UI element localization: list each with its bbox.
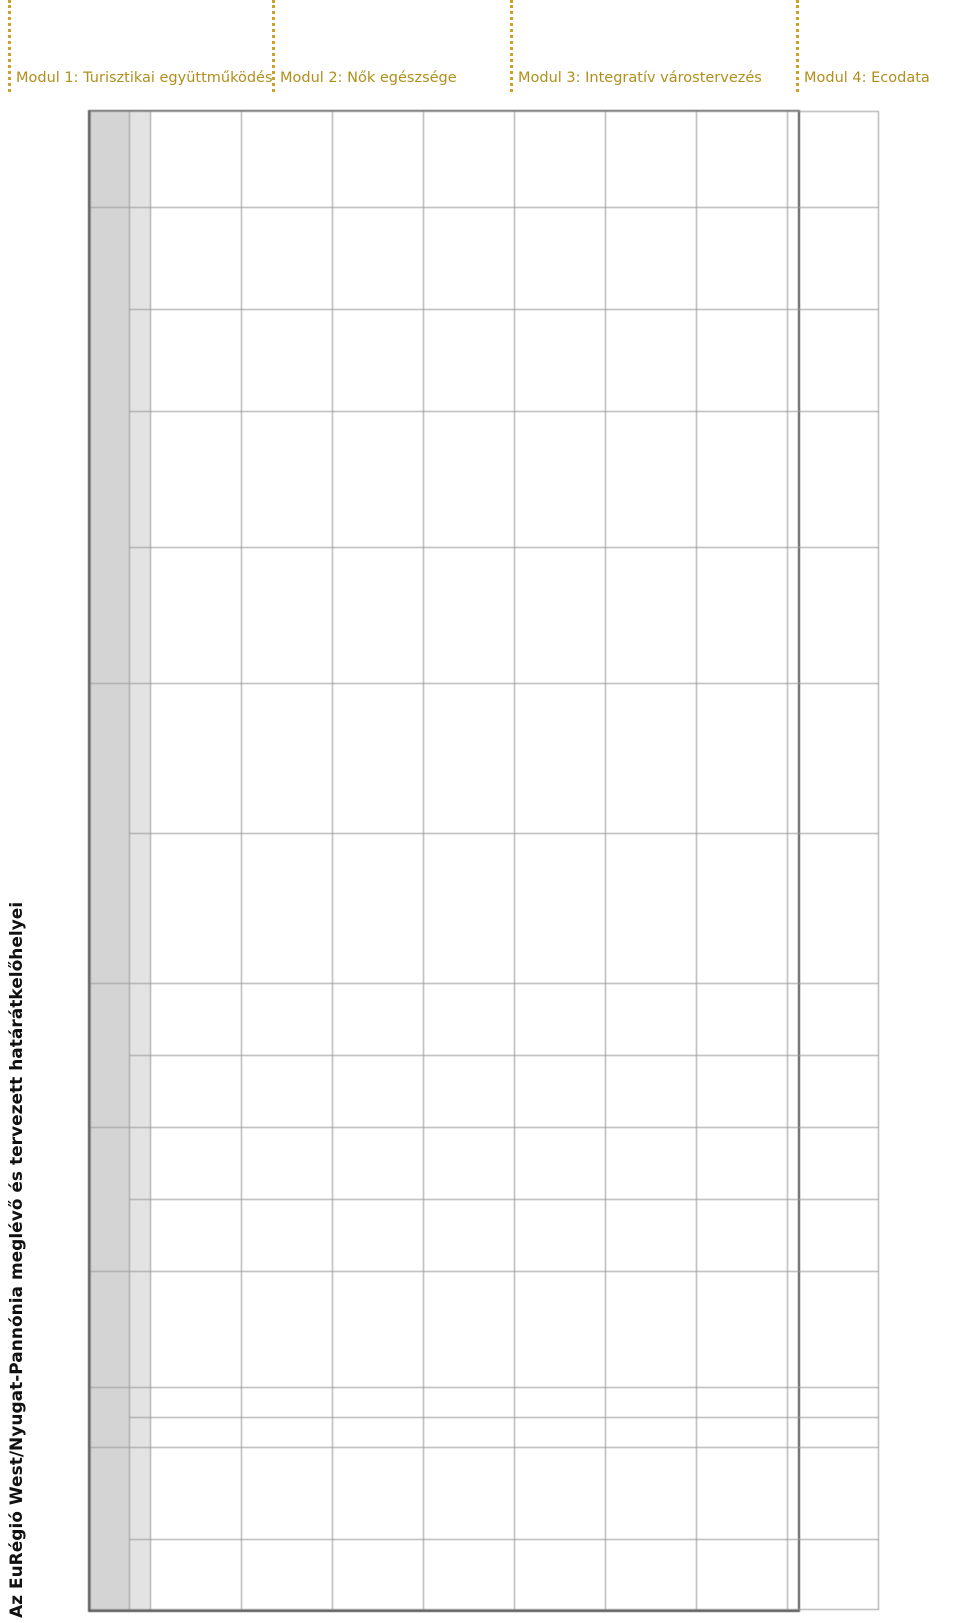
table-cell [515,1056,606,1128]
table-cell [242,1128,333,1200]
table-cell [515,1272,606,1388]
table-cell [697,834,788,984]
table-cell [515,1200,606,1272]
crossing-location-hu [606,1448,697,1540]
table-cell [333,1418,424,1448]
table-cell [788,834,879,984]
table-cell [697,1418,788,1448]
crossing-location-at [515,1540,606,1610]
table-cell [606,1272,697,1388]
table-cell [242,1388,333,1418]
table-cell [333,1128,424,1200]
sub-header-cell [130,310,151,412]
table-cell [424,1200,515,1272]
crossing-location-hu [788,1448,879,1540]
table-cell [151,1128,242,1200]
table-cell [242,208,333,310]
sub-header-cell [130,1418,151,1448]
table-cell [333,1272,424,1388]
table-cell [606,1128,697,1200]
table-cell [606,310,697,412]
table-cell [606,1418,697,1448]
table-cell [697,208,788,310]
crossing-location-hu [697,1448,788,1540]
table-cell [697,984,788,1056]
sub-header-cell [130,112,151,208]
crossing-location-at [242,1540,333,1610]
table-cell [424,208,515,310]
table-row [697,112,788,1610]
table-cell [242,412,333,548]
crossing-location-hu [151,1448,242,1540]
header-cell [91,208,130,684]
table-cell [242,548,333,684]
sub-header-cell [130,208,151,310]
table-cell [242,1056,333,1128]
crossing-location-hu [515,1448,606,1540]
nav-divider [272,0,275,92]
table-cell [333,984,424,1056]
table-body [151,112,879,1610]
crossing-location-hu [242,1448,333,1540]
table-cell [151,208,242,310]
table-cell [242,310,333,412]
sub-header-cell [130,1056,151,1128]
table-row [333,112,424,1610]
border-crossings-table [88,110,800,1612]
table-cell [333,1200,424,1272]
table-cell [242,984,333,1056]
table-row [424,112,515,1610]
table-cell [515,1418,606,1448]
nav-item-modul-2[interactable]: Modul 2: Nők egészsége [280,70,457,86]
table-cell [515,984,606,1056]
table-cell [424,1418,515,1448]
table-cell [242,112,333,208]
table-cell [606,412,697,548]
nav-item-modul-3[interactable]: Modul 3: Integratív várostervezés [518,70,762,86]
sub-header-cell [130,412,151,548]
table-cell [242,834,333,984]
crossing-location-hu [333,1448,424,1540]
table-cell [424,112,515,208]
sub-header-cell [130,1448,151,1540]
table-row [788,112,879,1610]
table-cell [606,834,697,984]
table-cell [333,310,424,412]
table-cell [333,548,424,684]
table-cell [606,548,697,684]
table-row [242,112,333,1610]
sub-header-cell [130,984,151,1056]
table-cell [151,310,242,412]
table-cell [697,684,788,834]
table-cell [424,834,515,984]
table-cell [606,1200,697,1272]
table-cell [788,1200,879,1272]
table-row [151,112,242,1610]
table-cell [515,684,606,834]
table-cell [697,112,788,208]
table [90,111,879,1610]
table-cell [606,112,697,208]
table-cell [515,310,606,412]
header-cell [91,684,130,984]
table-cell [333,1388,424,1418]
table-cell [424,310,515,412]
nav-divider [510,0,513,92]
table-cell [788,1128,879,1200]
sub-header-cell [130,1388,151,1418]
table-cell [333,208,424,310]
crossing-location-at [697,1540,788,1610]
table-row [606,112,697,1610]
nav-item-modul-1[interactable]: Modul 1: Turisztikai együttműködés [16,70,273,86]
table-cell [788,1388,879,1418]
table-cell [697,1056,788,1128]
table-cell [606,1056,697,1128]
header-cell [91,1388,130,1448]
table-cell [424,412,515,548]
table-cell [151,412,242,548]
sub-header-cell [130,1200,151,1272]
table-cell [697,1272,788,1388]
table-cell [424,1272,515,1388]
table-cell [333,1056,424,1128]
table-cell [788,1056,879,1128]
table-cell [515,112,606,208]
table-group-header-row [91,112,130,1610]
table-cell [697,412,788,548]
table-cell [606,208,697,310]
sub-header-cell [130,1128,151,1200]
header-cell [91,984,130,1128]
table-cell [788,412,879,548]
table-cell [424,548,515,684]
table-cell [242,684,333,834]
table-cell [424,1128,515,1200]
table-cell [151,1272,242,1388]
table-cell [515,412,606,548]
table-cell [151,1418,242,1448]
table-cell [424,1056,515,1128]
header-cell [91,1448,130,1610]
table-cell [606,984,697,1056]
table-cell [242,1418,333,1448]
table-cell [424,984,515,1056]
header-cell [91,112,130,208]
table-cell [788,1272,879,1388]
table-cell [788,208,879,310]
table-row [515,112,606,1610]
sub-header-cell [130,834,151,984]
sub-header-cell [130,684,151,834]
table-cell [333,684,424,834]
table-cell [424,684,515,834]
crossing-location-hu [424,1448,515,1540]
table-cell [333,834,424,984]
table-cell [333,112,424,208]
table-cell [515,1388,606,1418]
table-cell [788,684,879,834]
table-cell [242,1200,333,1272]
table-cell [242,1272,333,1388]
table-cell [788,310,879,412]
table-cell [515,208,606,310]
table-cell [697,310,788,412]
table-cell [697,548,788,684]
table-cell [151,1056,242,1128]
table-cell [788,112,879,208]
page-title: Az EuRégió West/Nyugat-Pannónia meglévő és tervezett határátkelőhelyei [7,901,27,1618]
table-sub-header-row [130,112,151,1610]
table-cell [151,834,242,984]
sub-header-cell [130,548,151,684]
sub-header-cell [130,1272,151,1388]
table-cell [788,548,879,684]
table-cell [697,1128,788,1200]
table-cell [788,984,879,1056]
crossing-location-at [606,1540,697,1610]
table-cell [788,1418,879,1448]
nav-item-modul-4[interactable]: Modul 4: Ecodata [804,70,930,86]
crossing-location-at [333,1540,424,1610]
table-cell [515,548,606,684]
table-cell [424,1388,515,1418]
sub-header-cell [130,1540,151,1610]
table-cell [606,684,697,834]
table-cell [697,1388,788,1418]
table-cell [515,834,606,984]
nav-divider [796,0,799,92]
table-cell [151,548,242,684]
table-cell [151,112,242,208]
crossing-location-at [151,1540,242,1610]
header-cell [91,1272,130,1388]
table-cell [151,1200,242,1272]
table-cell [151,1388,242,1418]
table-cell [606,1388,697,1418]
table-cell [333,412,424,548]
crossing-location-at [424,1540,515,1610]
table-cell [515,1128,606,1200]
table-cell [151,684,242,834]
nav-divider [8,0,11,92]
table-cell [697,1200,788,1272]
header-cell [91,1128,130,1272]
crossing-location-at [788,1540,879,1610]
table-cell [151,984,242,1056]
